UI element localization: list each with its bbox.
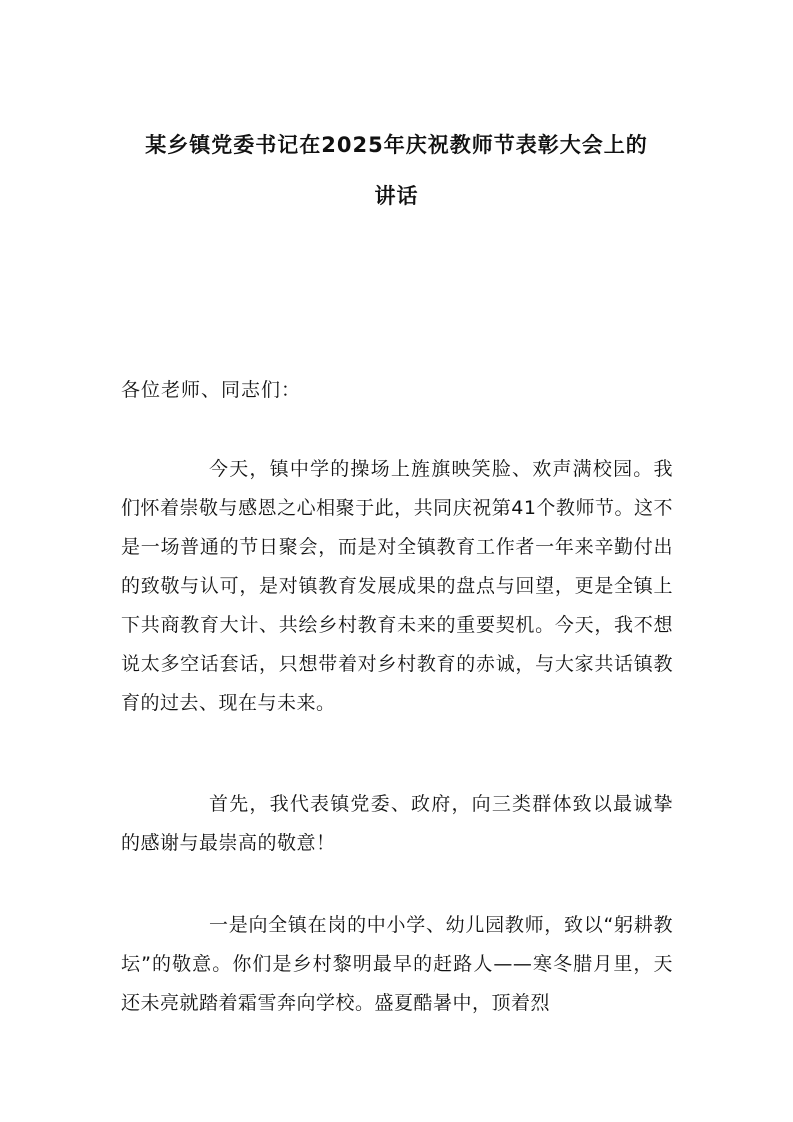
paragraph-opening: 今天，镇中学的操场上旌旗映笑脸、欢声满校园。我们怀着崇敬与感恩之心相聚于此，共同庆祝第41个教师节。这不是一场普通的节日聚会，而是对全镇教育工作者一年来辛勤付出的致敬与认可，是对镇教育发展成果的盘点与回望，更是全镇上下共商教育大计、共绘乡村教育未来的重要契机。今天，我不想说太多空话套话，只想带着对乡村教育的赤诚，与大家共话镇教育的过去、现在与未来。 — [121, 458, 673, 714]
paragraph-teachers: 一是向全镇在岗的中小学、幼儿园教师，致以“躬耕教坛”的敬意。你们是乡村黎明最早的赶路人——寒冬腊月里，天还未亮就踏着霜雪奔向学校。盛夏酷暑中，顶着烈 — [121, 914, 673, 1014]
paragraph-thanks: 首先，我代表镇党委、政府，向三类群体致以最诚挚的感谢与最崇高的敬意！ — [121, 793, 673, 854]
document-title-line-1: 某乡镇党委书记在2025年庆祝教师节表彰大会上的 — [145, 133, 648, 157]
salutation: 各位老师、同志们： — [121, 379, 302, 401]
document-title-line-2: 讲话 — [374, 184, 419, 208]
